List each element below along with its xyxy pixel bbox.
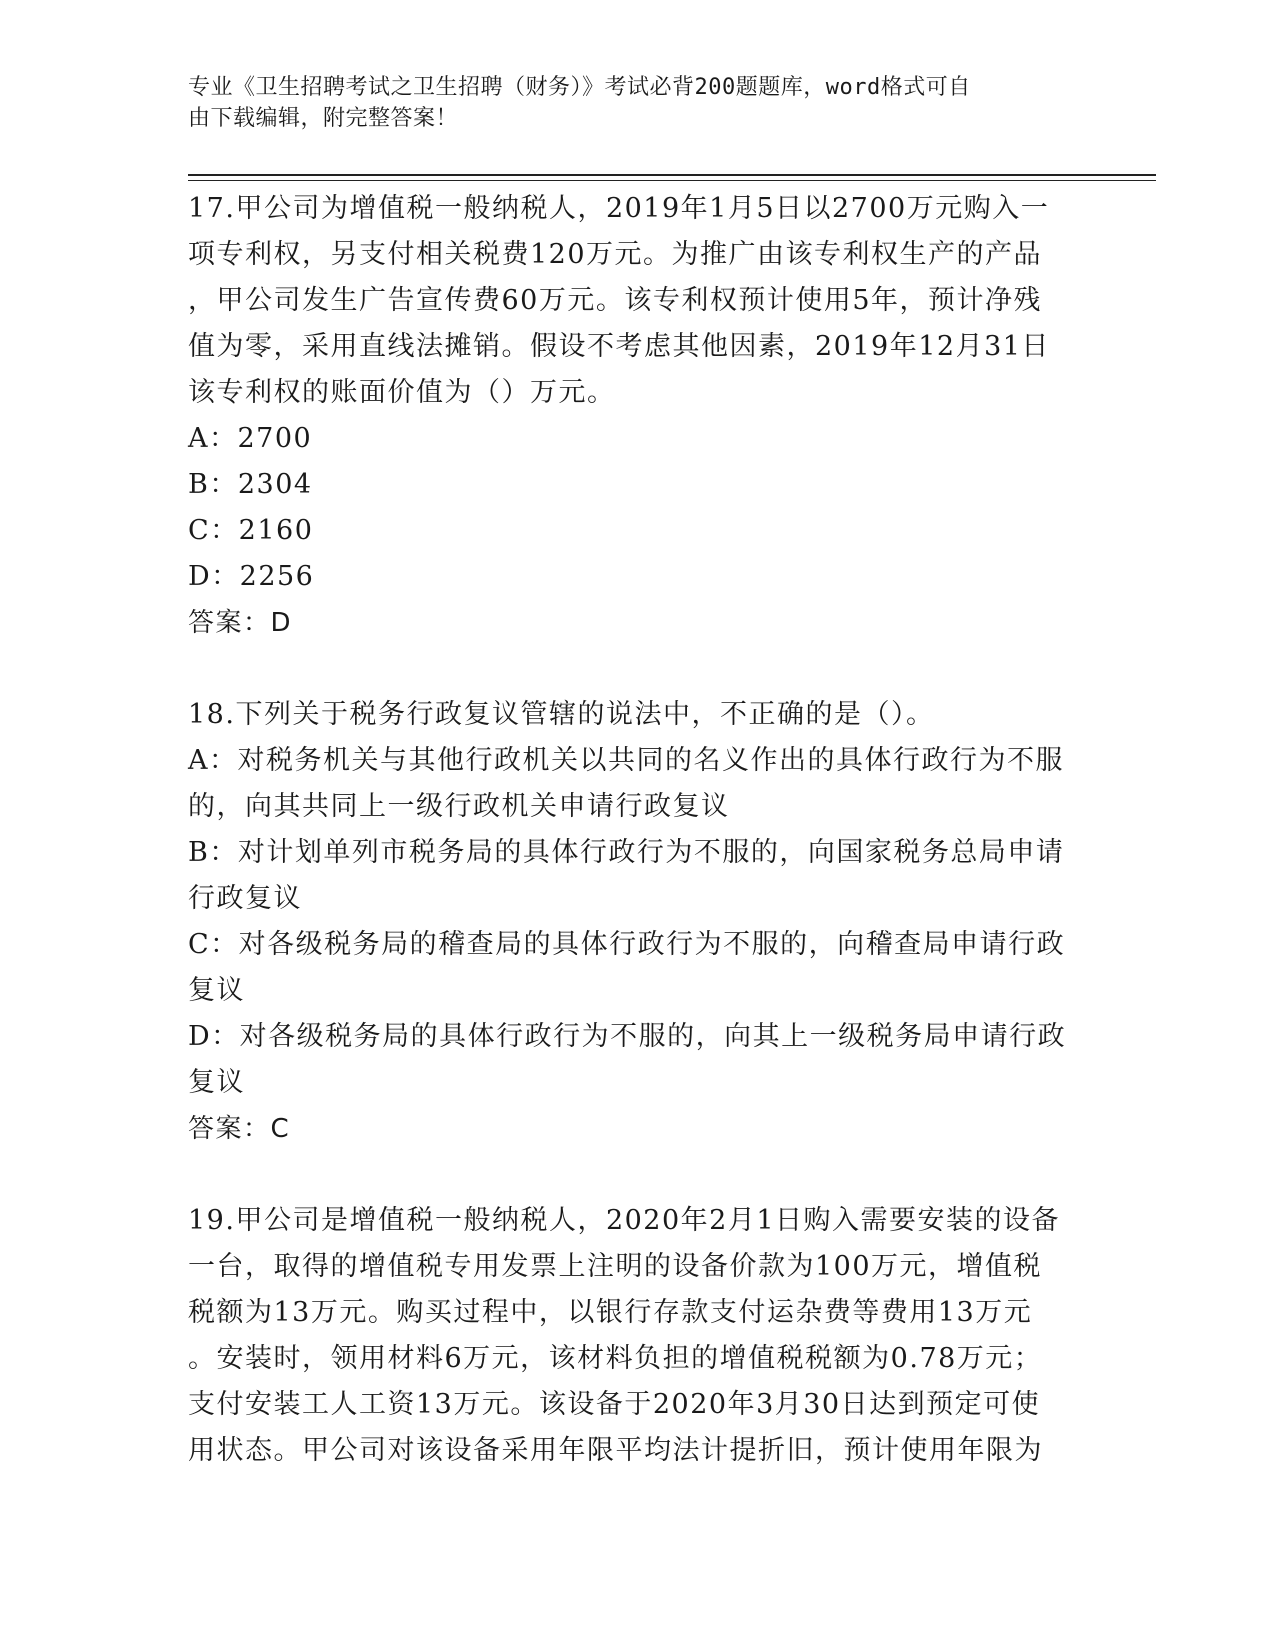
- question-stem-line: 项专利权，另支付相关税费120万元。为推广由该专利权生产的产品: [188, 239, 1043, 270]
- question-stem-line: 值为零，采用直线法摊销。假设不考虑其他因素，2019年12月31日: [188, 331, 1050, 362]
- question-spacer: [188, 646, 1078, 692]
- question-stem-line: 一台，取得的增值税专用发票上注明的设备价款为100万元，增值税: [188, 1251, 1043, 1282]
- option-b: B：对计划单列市税务局的具体行政行为不服的，向国家税务总局申请: [188, 837, 1065, 868]
- question-17: [188, 186, 1078, 646]
- option-b: B：2304: [188, 469, 313, 500]
- answer-line: 答案：C: [188, 1114, 291, 1144]
- option-c: C：2160: [188, 515, 314, 546]
- question-stem-line: 19.甲公司是增值税一般纳税人，2020年2月1日购入需要安装的设备: [188, 1205, 1061, 1236]
- question-stem-line: 该专利权的账面价值为（）万元。: [188, 377, 616, 408]
- question-stem-line: ，甲公司发生广告宣传费60万元。该专利权预计使用5年，预计净残: [188, 285, 1043, 316]
- header-line-1: 专业《卫生招聘考试之卫生招聘（财务）》考试必背200题题库，word格式可自: [188, 75, 971, 100]
- option-d-continued: 复议: [188, 1067, 245, 1098]
- option-d: D：2256: [188, 561, 315, 592]
- question-stem-line: 。安装时，领用材料6万元，该材料负担的增值税税额为0.78万元；: [188, 1343, 1043, 1374]
- document-header: [188, 72, 1068, 134]
- question-19: [188, 1198, 1078, 1474]
- question-stem-line: 税额为13万元。购买过程中，以银行存款支付运杂费等费用13万元: [188, 1297, 1033, 1328]
- header-divider-thick: [188, 174, 1156, 176]
- option-b-continued: 行政复议: [188, 883, 302, 914]
- question-spacer: [188, 1152, 1078, 1198]
- question-stem-line: 用状态。甲公司对该设备采用年限平均法计提折旧，预计使用年限为: [188, 1435, 1043, 1466]
- question-list: [188, 186, 1078, 1474]
- question-stem-line: 17.甲公司为增值税一般纳税人，2019年1月5日以2700万元购入一: [188, 193, 1050, 224]
- option-d: D：对各级税务局的具体行政行为不服的，向其上一级税务局申请行政: [188, 1021, 1067, 1052]
- option-a: A：2700: [188, 423, 313, 454]
- header-line-2: 由下载编辑，附完整答案！: [188, 106, 459, 131]
- question-stem-line: 支付安装工人工资13万元。该设备于2020年3月30日达到预定可使: [188, 1389, 1041, 1420]
- option-a: A：对税务机关与其他行政机关以共同的名义作出的具体行政行为不服: [188, 745, 1064, 776]
- header-divider-thin: [188, 180, 1156, 181]
- question-18: [188, 692, 1078, 1152]
- option-c: C：对各级税务局的稽查局的具体行政行为不服的，向稽查局申请行政: [188, 929, 1066, 960]
- question-stem-line: 18.下列关于税务行政复议管辖的说法中，不正确的是（）。: [188, 699, 935, 730]
- option-c-continued: 复议: [188, 975, 245, 1006]
- answer-line: 答案：D: [188, 608, 293, 638]
- option-a-continued: 的，向其共同上一级行政机关申请行政复议: [188, 791, 730, 822]
